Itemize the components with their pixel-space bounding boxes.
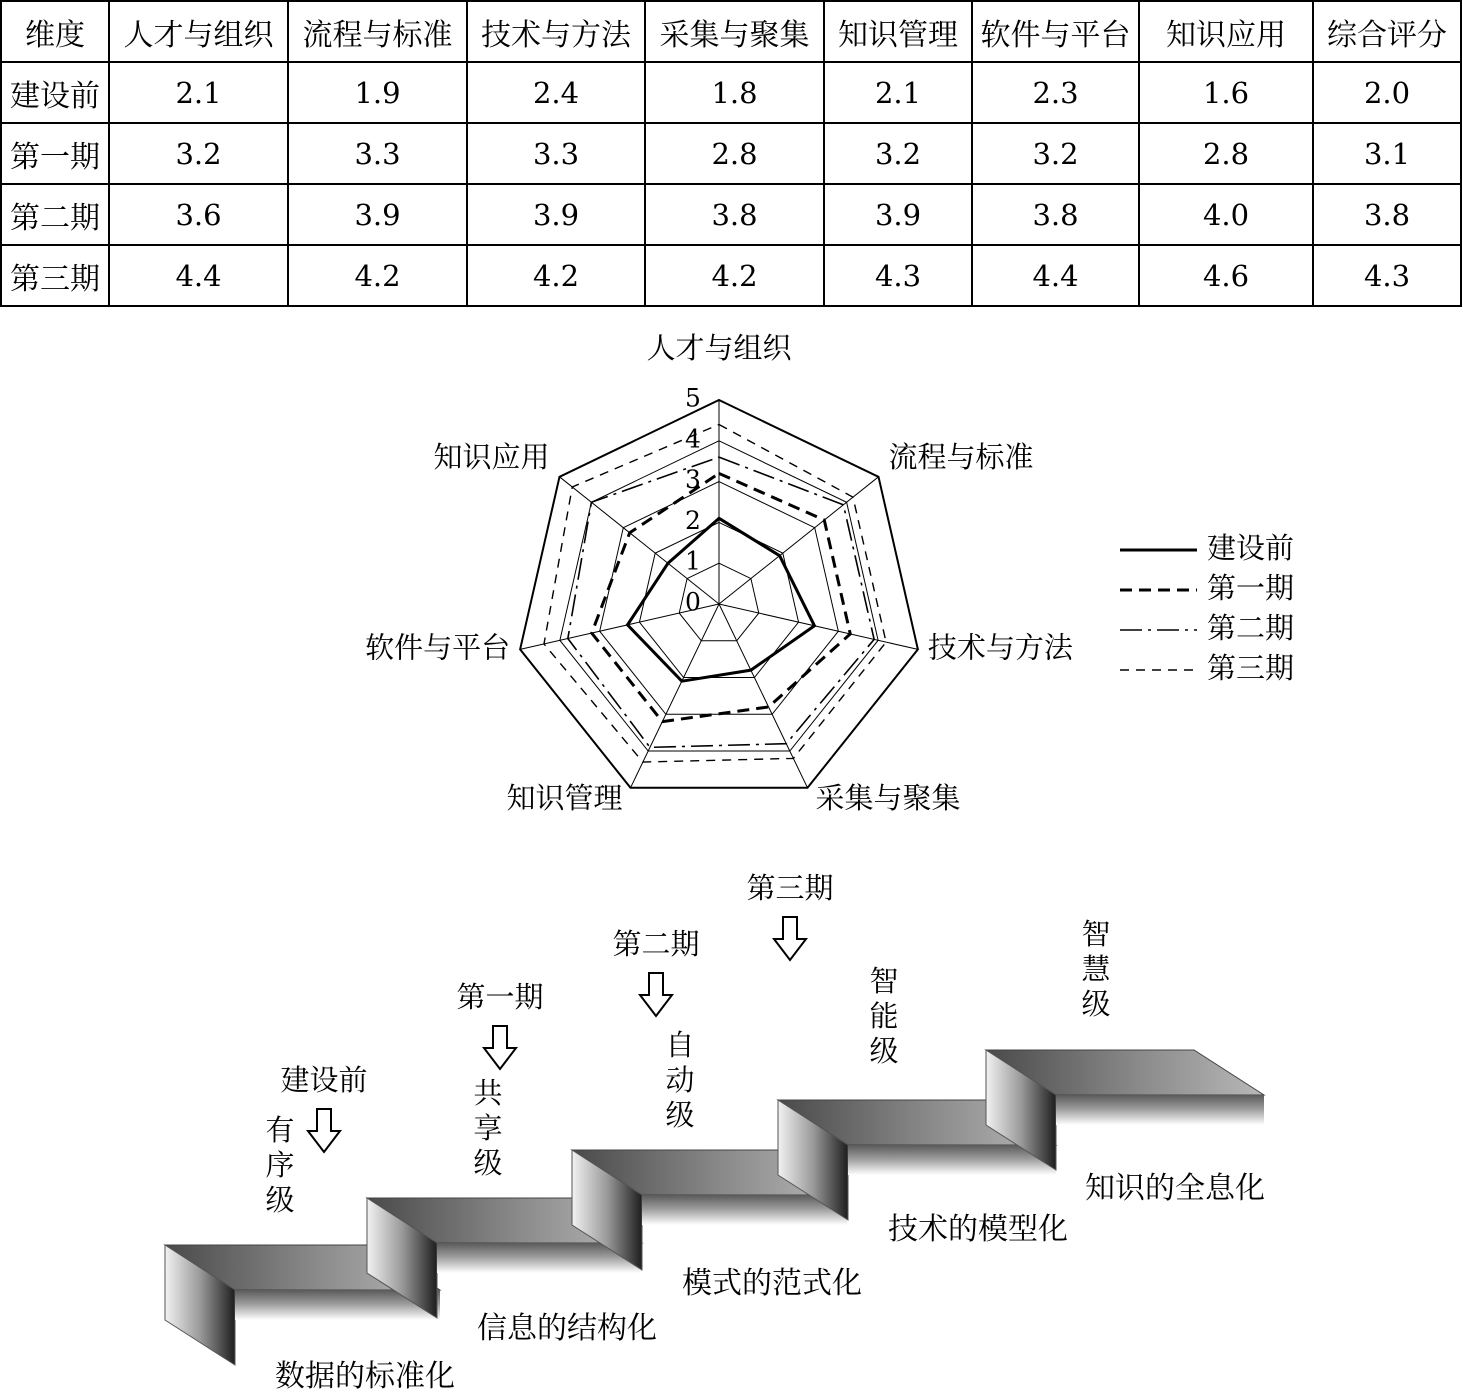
radar-axis-label: 采集与聚集	[815, 780, 961, 815]
table-column-header: 知识应用	[1139, 1, 1313, 62]
table-cell: 3.2	[824, 123, 972, 184]
legend-label: 第二期	[1207, 611, 1295, 645]
table-cell: 3.3	[288, 123, 467, 184]
table-cell: 4.4	[109, 245, 288, 306]
table-column-header: 技术与方法	[467, 1, 645, 62]
stair-step	[986, 1050, 1264, 1170]
stair-level-char: 享	[473, 1111, 503, 1145]
radar-tick-label: 3	[685, 465, 701, 495]
radar-axis-label: 软件与平台	[365, 630, 511, 665]
stair-phase-label: 第二期	[612, 927, 700, 961]
table-cell: 2.8	[645, 123, 824, 184]
legend-label: 第三期	[1207, 651, 1295, 685]
table-cell: 3.2	[109, 123, 288, 184]
table-cell: 1.6	[1139, 62, 1313, 123]
table-cell: 4.4	[972, 245, 1139, 306]
table-cell: 3.6	[109, 184, 288, 245]
stair-level-char: 级	[1081, 987, 1111, 1021]
table-row-label: 第二期	[1, 184, 109, 245]
down-arrow-icon	[308, 1109, 340, 1152]
stair-phase-label: 第一期	[456, 980, 544, 1014]
stair-level-char: 级	[869, 1034, 899, 1068]
radar-series-line	[592, 473, 851, 721]
radar-tick-label: 0	[685, 587, 701, 617]
table-cell: 3.8	[972, 184, 1139, 245]
table-cell: 4.2	[467, 245, 645, 306]
stair-level-char: 级	[473, 1146, 503, 1180]
table-cell: 2.8	[1139, 123, 1313, 184]
stair-level-char: 有	[265, 1113, 295, 1147]
chart-legend	[1120, 531, 1294, 685]
down-arrow-icon	[640, 973, 672, 1016]
table-column-header: 软件与平台	[972, 1, 1139, 62]
table-cell: 4.3	[1313, 245, 1461, 306]
table-cell: 2.1	[824, 62, 972, 123]
table-cell: 2.4	[467, 62, 645, 123]
table-cell: 4.2	[288, 245, 467, 306]
table-cell: 3.1	[1313, 123, 1461, 184]
stair-phase-label: 建设前	[280, 1063, 368, 1097]
radar-chart	[365, 331, 1074, 815]
table-cell: 3.3	[467, 123, 645, 184]
table-cell: 3.8	[1313, 184, 1461, 245]
radar-spoke	[630, 604, 719, 788]
radar-tick-label: 1	[685, 546, 701, 576]
radar-axis-label: 知识应用	[433, 439, 550, 474]
table-row-label: 第一期	[1, 123, 109, 184]
radar-axis-label: 人才与组织	[646, 331, 792, 365]
stair-phase-label: 第三期	[746, 871, 834, 905]
table-row-label: 建设前	[1, 62, 109, 123]
table-cell: 4.3	[824, 245, 972, 306]
radar-spoke	[719, 604, 918, 649]
table-cell: 3.2	[972, 123, 1139, 184]
radar-spoke	[719, 604, 808, 788]
radar-series-line	[544, 424, 886, 762]
stair-level-char: 序	[265, 1148, 295, 1182]
table-cell: 1.9	[288, 62, 467, 123]
stair-level-char: 动	[665, 1063, 695, 1097]
radar-axis-label: 流程与标准	[888, 439, 1034, 474]
legend-label: 第一期	[1207, 571, 1295, 605]
table-cell: 4.6	[1139, 245, 1313, 306]
stair-level-char: 智	[869, 964, 899, 998]
stair-level-char: 自	[665, 1028, 695, 1062]
stair-level-char: 级	[665, 1098, 695, 1132]
table-cell: 4.0	[1139, 184, 1313, 245]
table-cell: 3.9	[824, 184, 972, 245]
legend-label: 建设前	[1207, 531, 1295, 565]
radar-axis-label: 技术与方法	[927, 630, 1073, 665]
down-arrow-icon	[774, 917, 806, 960]
table-column-header: 综合评分	[1313, 1, 1461, 62]
maturity-staircase	[165, 871, 1265, 1393]
table-column-header: 流程与标准	[288, 1, 467, 62]
radar-axis-label: 知识管理	[506, 780, 623, 815]
radar-tick-label: 4	[685, 424, 701, 454]
table-cell: 4.2	[645, 245, 824, 306]
stair-level-char: 级	[265, 1183, 295, 1217]
table-column-header: 人才与组织	[109, 1, 288, 62]
table-cell: 3.8	[645, 184, 824, 245]
stair-front-face	[1056, 1095, 1264, 1125]
radar-spoke	[719, 477, 878, 604]
table-cell: 2.1	[109, 62, 288, 123]
table-cell: 1.8	[645, 62, 824, 123]
stair-level-char: 共	[473, 1076, 503, 1110]
down-arrow-icon	[484, 1026, 516, 1069]
table-row-label: 第三期	[1, 245, 109, 306]
stair-caption: 知识的全息化	[1085, 1171, 1265, 1206]
table-column-header: 知识管理	[824, 1, 972, 62]
stair-level-char: 智	[1081, 917, 1111, 951]
radar-tick-label: 2	[685, 505, 701, 535]
table-cell: 3.9	[467, 184, 645, 245]
table-column-header: 采集与聚集	[645, 1, 824, 62]
table-cell: 3.9	[288, 184, 467, 245]
radar-tick-label: 5	[685, 383, 701, 413]
radar-series-line	[628, 518, 815, 681]
table-cell: 2.3	[972, 62, 1139, 123]
stair-level-char: 慧	[1081, 952, 1111, 986]
stair-caption: 模式的范式化	[682, 1266, 862, 1301]
stair-caption: 技术的模型化	[888, 1212, 1068, 1247]
stair-caption: 数据的标准化	[275, 1359, 455, 1393]
table-cell: 2.0	[1313, 62, 1461, 123]
stair-caption: 信息的结构化	[477, 1311, 657, 1346]
table-corner-header: 维度	[1, 1, 109, 62]
stair-level-char: 能	[869, 999, 899, 1033]
